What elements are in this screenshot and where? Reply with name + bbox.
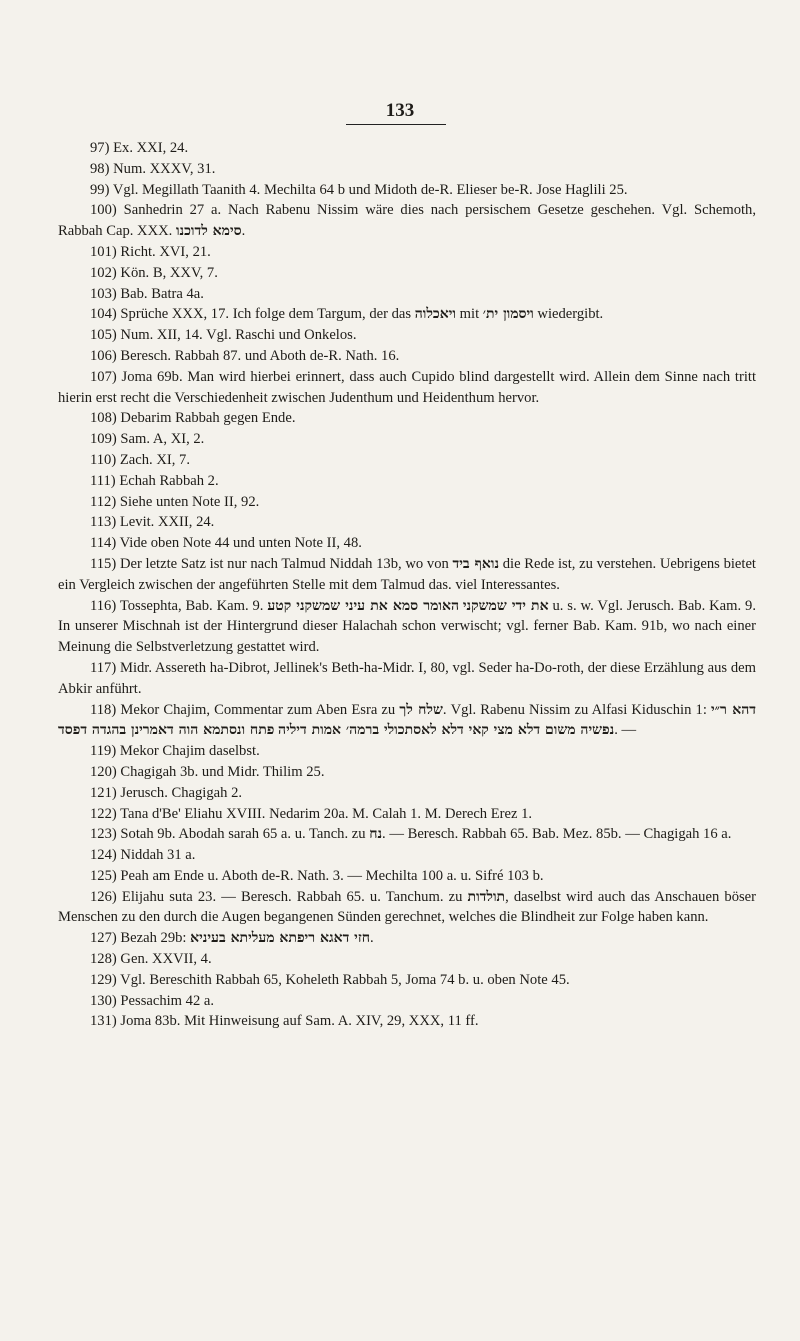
footnote-number: 116) xyxy=(90,597,117,614)
footnote xyxy=(58,304,756,325)
footnote-text: . xyxy=(241,223,246,240)
footnote-number: 98) xyxy=(90,160,110,177)
footnote xyxy=(58,887,756,929)
footnote-number: 106) xyxy=(90,347,117,364)
footnote xyxy=(58,471,756,492)
footnote-text: Richt. XVI, 21. xyxy=(120,243,211,260)
footnote xyxy=(58,596,756,658)
footnote-text: Joma 83b. Mit Hinweisung auf Sam. A. XIV, 29, XXX, 11 ff. xyxy=(120,1013,479,1030)
footnote xyxy=(58,180,756,201)
footnote xyxy=(58,450,756,471)
footnote xyxy=(58,928,756,949)
footnote-text: Debarim Rabbah gegen Ende. xyxy=(120,410,296,427)
footnote-number: 117) xyxy=(90,659,117,676)
footnote xyxy=(58,554,756,596)
footnote-number: 126) xyxy=(90,888,117,905)
footnote-number: 127) xyxy=(90,930,117,947)
footnote-text: Vide oben Note 44 und unten Note II, 48. xyxy=(119,535,362,552)
footnote xyxy=(58,325,756,346)
footnote xyxy=(58,762,756,783)
footnote-text: Beresch. Rabbah 87. und Aboth de-R. Nath. 16. xyxy=(120,347,400,364)
footnote-text: Midr. Assereth ha-Dibrot, Jellinek's Beth-ha-Midr. I, 80, vgl. Seder ha-Do-roth, der diese Erzählung aus dem Abkir anführt. xyxy=(58,659,756,697)
footnote xyxy=(58,346,756,367)
footnote xyxy=(58,429,756,450)
footnote-number: 129) xyxy=(90,971,117,988)
footnote-text: mit xyxy=(456,306,483,323)
footnote xyxy=(58,242,756,263)
hebrew-text: דהא ר״י פתח ונסתמא הוה דאמרינן בהגדה דפסד xyxy=(58,701,756,739)
footnote xyxy=(58,492,756,513)
footnote-text: Vgl. Bereschith Rabbah 65, Koheleth Rabbah 5, Joma 74 b. u. oben Note 45. xyxy=(120,971,570,988)
footnote-number: 113) xyxy=(90,514,117,531)
footnote-text: Sanhedrin 27 a. Nach Rabenu Nissim wäre dies nach persischem Gesetze geschehen. Vgl. Schemoth, Rabbah Cap. XXX. xyxy=(58,202,756,240)
footnote xyxy=(58,658,756,700)
footnote-text: Echah Rabbah 2. xyxy=(119,472,219,489)
footnote-text: Joma 69b. Man wird hierbei erinnert, dass auch Cupido blind dargestellt wird. Allein dem Sinne nach tritt hierin erst recht die Verschiedenheit zwischen Judenthum und Heidenthum hervor. xyxy=(58,368,756,406)
footnote-text: Mekor Chajim, Commentar zum Aben Esra zu xyxy=(120,701,400,718)
footnote-text: Mekor Chajim daselbst. xyxy=(119,743,260,760)
footnote-text: Bab. Batra 4a. xyxy=(120,285,204,302)
footnote-number: 120) xyxy=(90,763,117,780)
footnote-text: Zach. XI, 7. xyxy=(119,451,190,468)
hebrew-text: ויסמון ית׳ xyxy=(482,306,534,323)
footnote xyxy=(58,949,756,970)
footnote-text: die Rede ist, zu verstehen. Uebrigens bietet ein Vergleich zwischen der angeführten Stelle mit dem Talmud das. viel Interessantes. xyxy=(58,555,756,593)
footnote-number: 110) xyxy=(90,451,117,468)
footnote-number: 101) xyxy=(90,243,117,260)
footnote-number: 107) xyxy=(90,368,117,385)
footnote-text: Num. XXXV, 31. xyxy=(113,160,216,177)
footnote xyxy=(58,512,756,533)
footnote-number: 115) xyxy=(90,555,117,572)
footnote-number: 99) xyxy=(90,181,110,198)
footnote-number: 105) xyxy=(90,327,117,344)
footnote-list xyxy=(58,138,756,1032)
footnote-text: Gen. XXVII, 4. xyxy=(120,951,212,968)
footnote-number: 118) xyxy=(90,701,117,718)
footnote xyxy=(58,970,756,991)
footnote-text: Sprüche XXX, 17. Ich folge dem Targum, der das xyxy=(120,306,415,323)
footnote-number: 108) xyxy=(90,410,117,427)
footnote xyxy=(58,159,756,180)
footnote xyxy=(58,991,756,1012)
footnote-text: Ex. XXI, 24. xyxy=(113,140,189,156)
footnote-number: 123) xyxy=(90,826,117,843)
footnote xyxy=(58,741,756,762)
footnote-number: 102) xyxy=(90,264,117,281)
footnote-number: 124) xyxy=(90,847,117,864)
footnote xyxy=(58,284,756,305)
footnote-text: Der letzte Satz ist nur nach Talmud Niddah 13b, wo von xyxy=(119,555,453,572)
footnote-text: Chagigah 3b. und Midr. Thilim 25. xyxy=(120,763,325,780)
hebrew-text: שלח לך xyxy=(399,701,443,718)
footnote xyxy=(58,824,756,845)
footnote xyxy=(58,700,756,742)
hebrew-text: חזי דאגא ריפתא מעליתא בעיניא xyxy=(190,930,371,947)
footnote-number: 103) xyxy=(90,285,117,302)
footnote xyxy=(58,845,756,866)
footnote-text: Sotah 9b. Abodah sarah 65 a. u. Tanch. zu xyxy=(120,826,370,843)
footnote xyxy=(58,866,756,887)
footnote-number: 131) xyxy=(90,1013,117,1030)
footnote xyxy=(58,200,756,242)
hebrew-text: את ידי שמשקני xyxy=(462,597,549,614)
footnote-text: Pessachim 42 a. xyxy=(120,992,215,1009)
footnote-text: Levit. XXII, 24. xyxy=(119,514,215,531)
hebrew-text: נואף ביד xyxy=(452,555,499,572)
footnote-text: wiedergibt. xyxy=(533,306,604,323)
page-number: 133 xyxy=(385,100,415,121)
footnote-number: 128) xyxy=(90,951,117,968)
footnote-text: , daselbst wird auch das Anschauen böser Menschen zu den durch die Augen begangenen Sünden gerechnet, welches die Blindheit zur Folge haben kann. xyxy=(58,888,757,926)
footnote-text: Jerusch. Chagigah 2. xyxy=(120,784,243,801)
footnote-number: 130) xyxy=(90,992,117,1009)
footnote-text: u. s. w. Vgl. Jerusch. Bab. Kam. 9. In unserer Mischnah ist der Hintergrund dieser Halachah schon verwischt; vgl. ferner Bab. Kam. 91b, wo nach einer Meinung die Selbstverletzung gestattet wird. xyxy=(58,597,756,656)
footnote-text: . Vgl. Rabenu Nissim zu Alfasi Kiduschin 1: xyxy=(442,701,711,718)
footnote-text: Kön. B, XXV, 7. xyxy=(120,264,218,281)
footnote xyxy=(58,804,756,825)
hebrew-text: נפשיה משום דלא מצי קאי דלא לאסתכולי ברמה׳ אמות דיליה xyxy=(278,722,615,739)
footnote-text: . xyxy=(370,930,374,947)
footnote-text: Elijahu suta 23. — Beresch. Rabbah 65. u. Tanchum. zu xyxy=(121,888,468,905)
footnote-text: Tossephta, Bab. Kam. 9. xyxy=(119,597,268,614)
footnote-number: 97) xyxy=(90,140,110,156)
footnote-number: 119) xyxy=(90,743,117,760)
footnote-text: Sam. A, XI, 2. xyxy=(120,431,205,448)
footnote-text: Peah am Ende u. Aboth de-R. Nath. 3. — Mechilta 100 a. u. Sifré 103 b. xyxy=(120,867,544,884)
footnote-number: 114) xyxy=(90,535,117,552)
footnote xyxy=(58,138,756,159)
footnote-number: 112) xyxy=(90,493,117,510)
footnote xyxy=(58,783,756,804)
footnote-text: . — Beresch. Rabbah 65. Bab. Mez. 85b. — Chagigah 16 a. xyxy=(382,826,732,843)
hebrew-text: ויאכלוה xyxy=(414,306,457,323)
footnote xyxy=(58,533,756,554)
footnote-text: Vgl. Megillath Taanith 4. Mechilta 64 b und Midoth de-R. Elieser be-R. Jose Haglili 25. xyxy=(112,181,628,198)
hebrew-text: האומר סמא את עיני שמשקני קטע xyxy=(267,597,459,614)
footnote-number: 125) xyxy=(90,867,117,884)
footnote xyxy=(58,367,756,409)
footnote xyxy=(58,1011,756,1032)
footnote-number: 109) xyxy=(90,431,117,448)
footnote-number: 121) xyxy=(90,784,117,801)
footnote-text: Niddah 31 a. xyxy=(120,847,196,864)
footnote-text: . — xyxy=(614,722,637,739)
footnote-number: 111) xyxy=(90,472,116,489)
footnote-number: 104) xyxy=(90,306,117,323)
hebrew-text: נח xyxy=(369,826,383,843)
footnote-text: Tana d'Be' Eliahu XVIII. Nedarim 20a. M. Calah 1. M. Derech Erez 1. xyxy=(120,805,533,822)
footnote xyxy=(58,408,756,429)
footnote-number: 122) xyxy=(90,805,117,822)
hebrew-text: סימא לדוכנו xyxy=(175,223,242,240)
footnote-text: Num. XII, 14. Vgl. Raschi und Onkelos. xyxy=(120,327,357,344)
header-rule xyxy=(346,124,446,125)
footnote-number: 100) xyxy=(90,202,117,219)
footnote xyxy=(58,263,756,284)
footnote-text: Bezah 29b: xyxy=(120,930,191,947)
hebrew-text: תולדות xyxy=(467,888,506,905)
footnote-text: Siehe unten Note II, 92. xyxy=(119,493,260,510)
